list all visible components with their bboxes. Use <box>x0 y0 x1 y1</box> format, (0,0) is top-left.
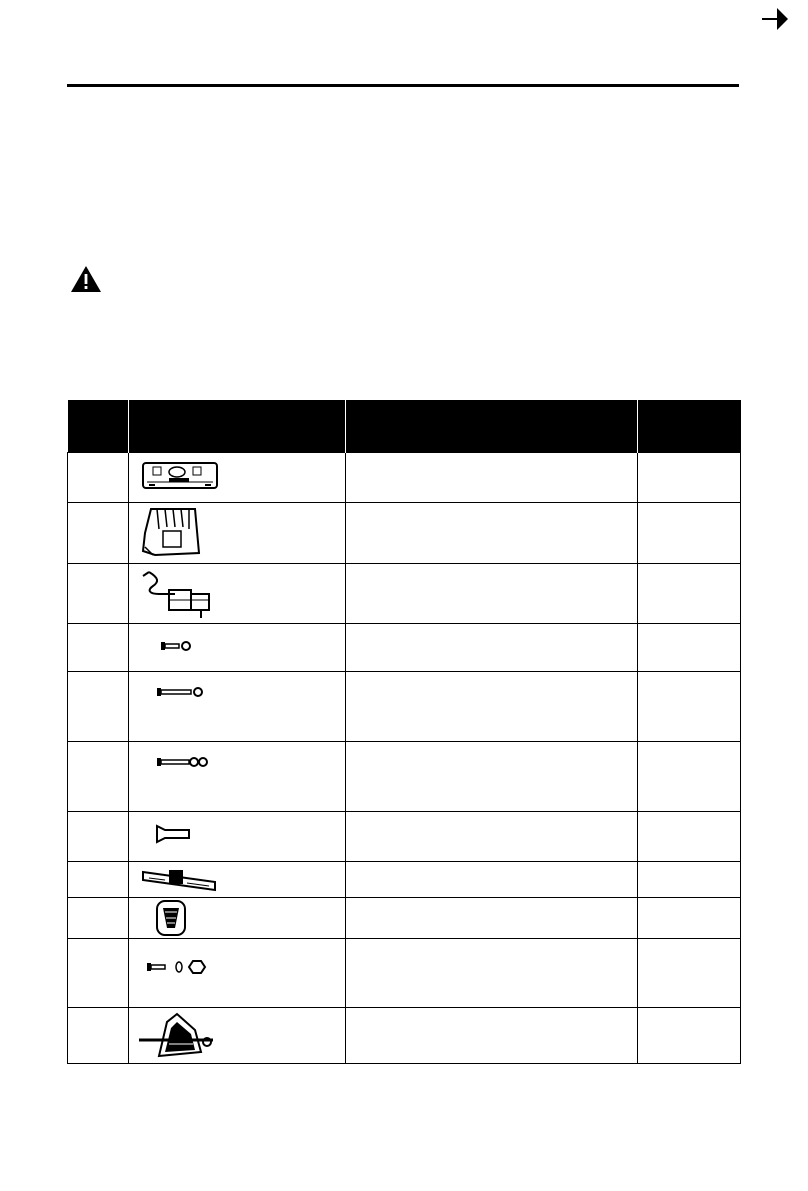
row-description <box>346 564 638 624</box>
table-row <box>68 1008 741 1064</box>
header-description <box>346 400 638 453</box>
row-illustration <box>129 564 346 624</box>
knob-icon <box>129 898 229 938</box>
table-row <box>68 939 741 1008</box>
row-illustration <box>129 862 346 898</box>
row-illustration <box>129 742 346 812</box>
row-illustration <box>129 898 346 939</box>
table-row <box>68 503 741 564</box>
bolt-washer-nut-icon <box>129 742 229 782</box>
row-description <box>346 672 638 742</box>
row-description <box>346 812 638 862</box>
row-description <box>346 742 638 812</box>
long-bolt-nut-icon <box>129 672 229 712</box>
row-key <box>68 742 129 812</box>
row-key <box>68 1008 129 1064</box>
row-illustration <box>129 1008 346 1064</box>
row-qty <box>638 1008 741 1064</box>
row-description <box>346 898 638 939</box>
table-row <box>68 812 741 862</box>
row-qty <box>638 812 741 862</box>
row-key <box>68 564 129 624</box>
row-qty <box>638 564 741 624</box>
corner-arrow-icon <box>760 2 790 36</box>
header-qty <box>638 400 741 453</box>
row-qty <box>638 503 741 564</box>
top-rule <box>67 84 739 87</box>
row-illustration <box>129 624 346 672</box>
leg-bracket-icon <box>129 503 229 561</box>
row-description <box>346 624 638 672</box>
table-row <box>68 898 741 939</box>
row-qty <box>638 862 741 898</box>
row-description <box>346 862 638 898</box>
row-key <box>68 862 129 898</box>
row-key <box>68 898 129 939</box>
row-illustration <box>129 939 346 1008</box>
row-description <box>346 939 638 1008</box>
row-illustration <box>129 453 346 503</box>
row-key <box>68 672 129 742</box>
row-illustration <box>129 812 346 862</box>
row-qty <box>638 672 741 742</box>
warning-icon <box>70 265 102 293</box>
header-key <box>68 400 129 453</box>
power-cord-bracket-icon <box>129 564 229 622</box>
miter-gauge-icon <box>129 1008 229 1062</box>
table-row <box>68 862 741 898</box>
saw-base-icon <box>129 453 229 497</box>
table-row <box>68 672 741 742</box>
table-row <box>68 742 741 812</box>
row-key <box>68 812 129 862</box>
row-qty <box>638 742 741 812</box>
row-illustration <box>129 503 346 564</box>
table-header-row <box>68 400 741 453</box>
row-key <box>68 939 129 1008</box>
row-qty <box>638 898 741 939</box>
table-row <box>68 624 741 672</box>
flat-head-screw-icon <box>129 812 229 852</box>
header-illustration <box>129 400 346 453</box>
row-key <box>68 624 129 672</box>
short-bolt-nut-icon <box>129 624 229 664</box>
row-key <box>68 503 129 564</box>
row-description <box>346 503 638 564</box>
row-qty <box>638 453 741 503</box>
row-key <box>68 453 129 503</box>
row-qty <box>638 939 741 1008</box>
fence-rail-icon <box>129 862 229 896</box>
row-qty <box>638 624 741 672</box>
row-description <box>346 453 638 503</box>
parts-table <box>67 400 741 1064</box>
row-illustration <box>129 672 346 742</box>
row-description <box>346 1008 638 1064</box>
table-row <box>68 453 741 503</box>
table-row <box>68 564 741 624</box>
bolt-washer-knob-icon <box>129 939 229 979</box>
